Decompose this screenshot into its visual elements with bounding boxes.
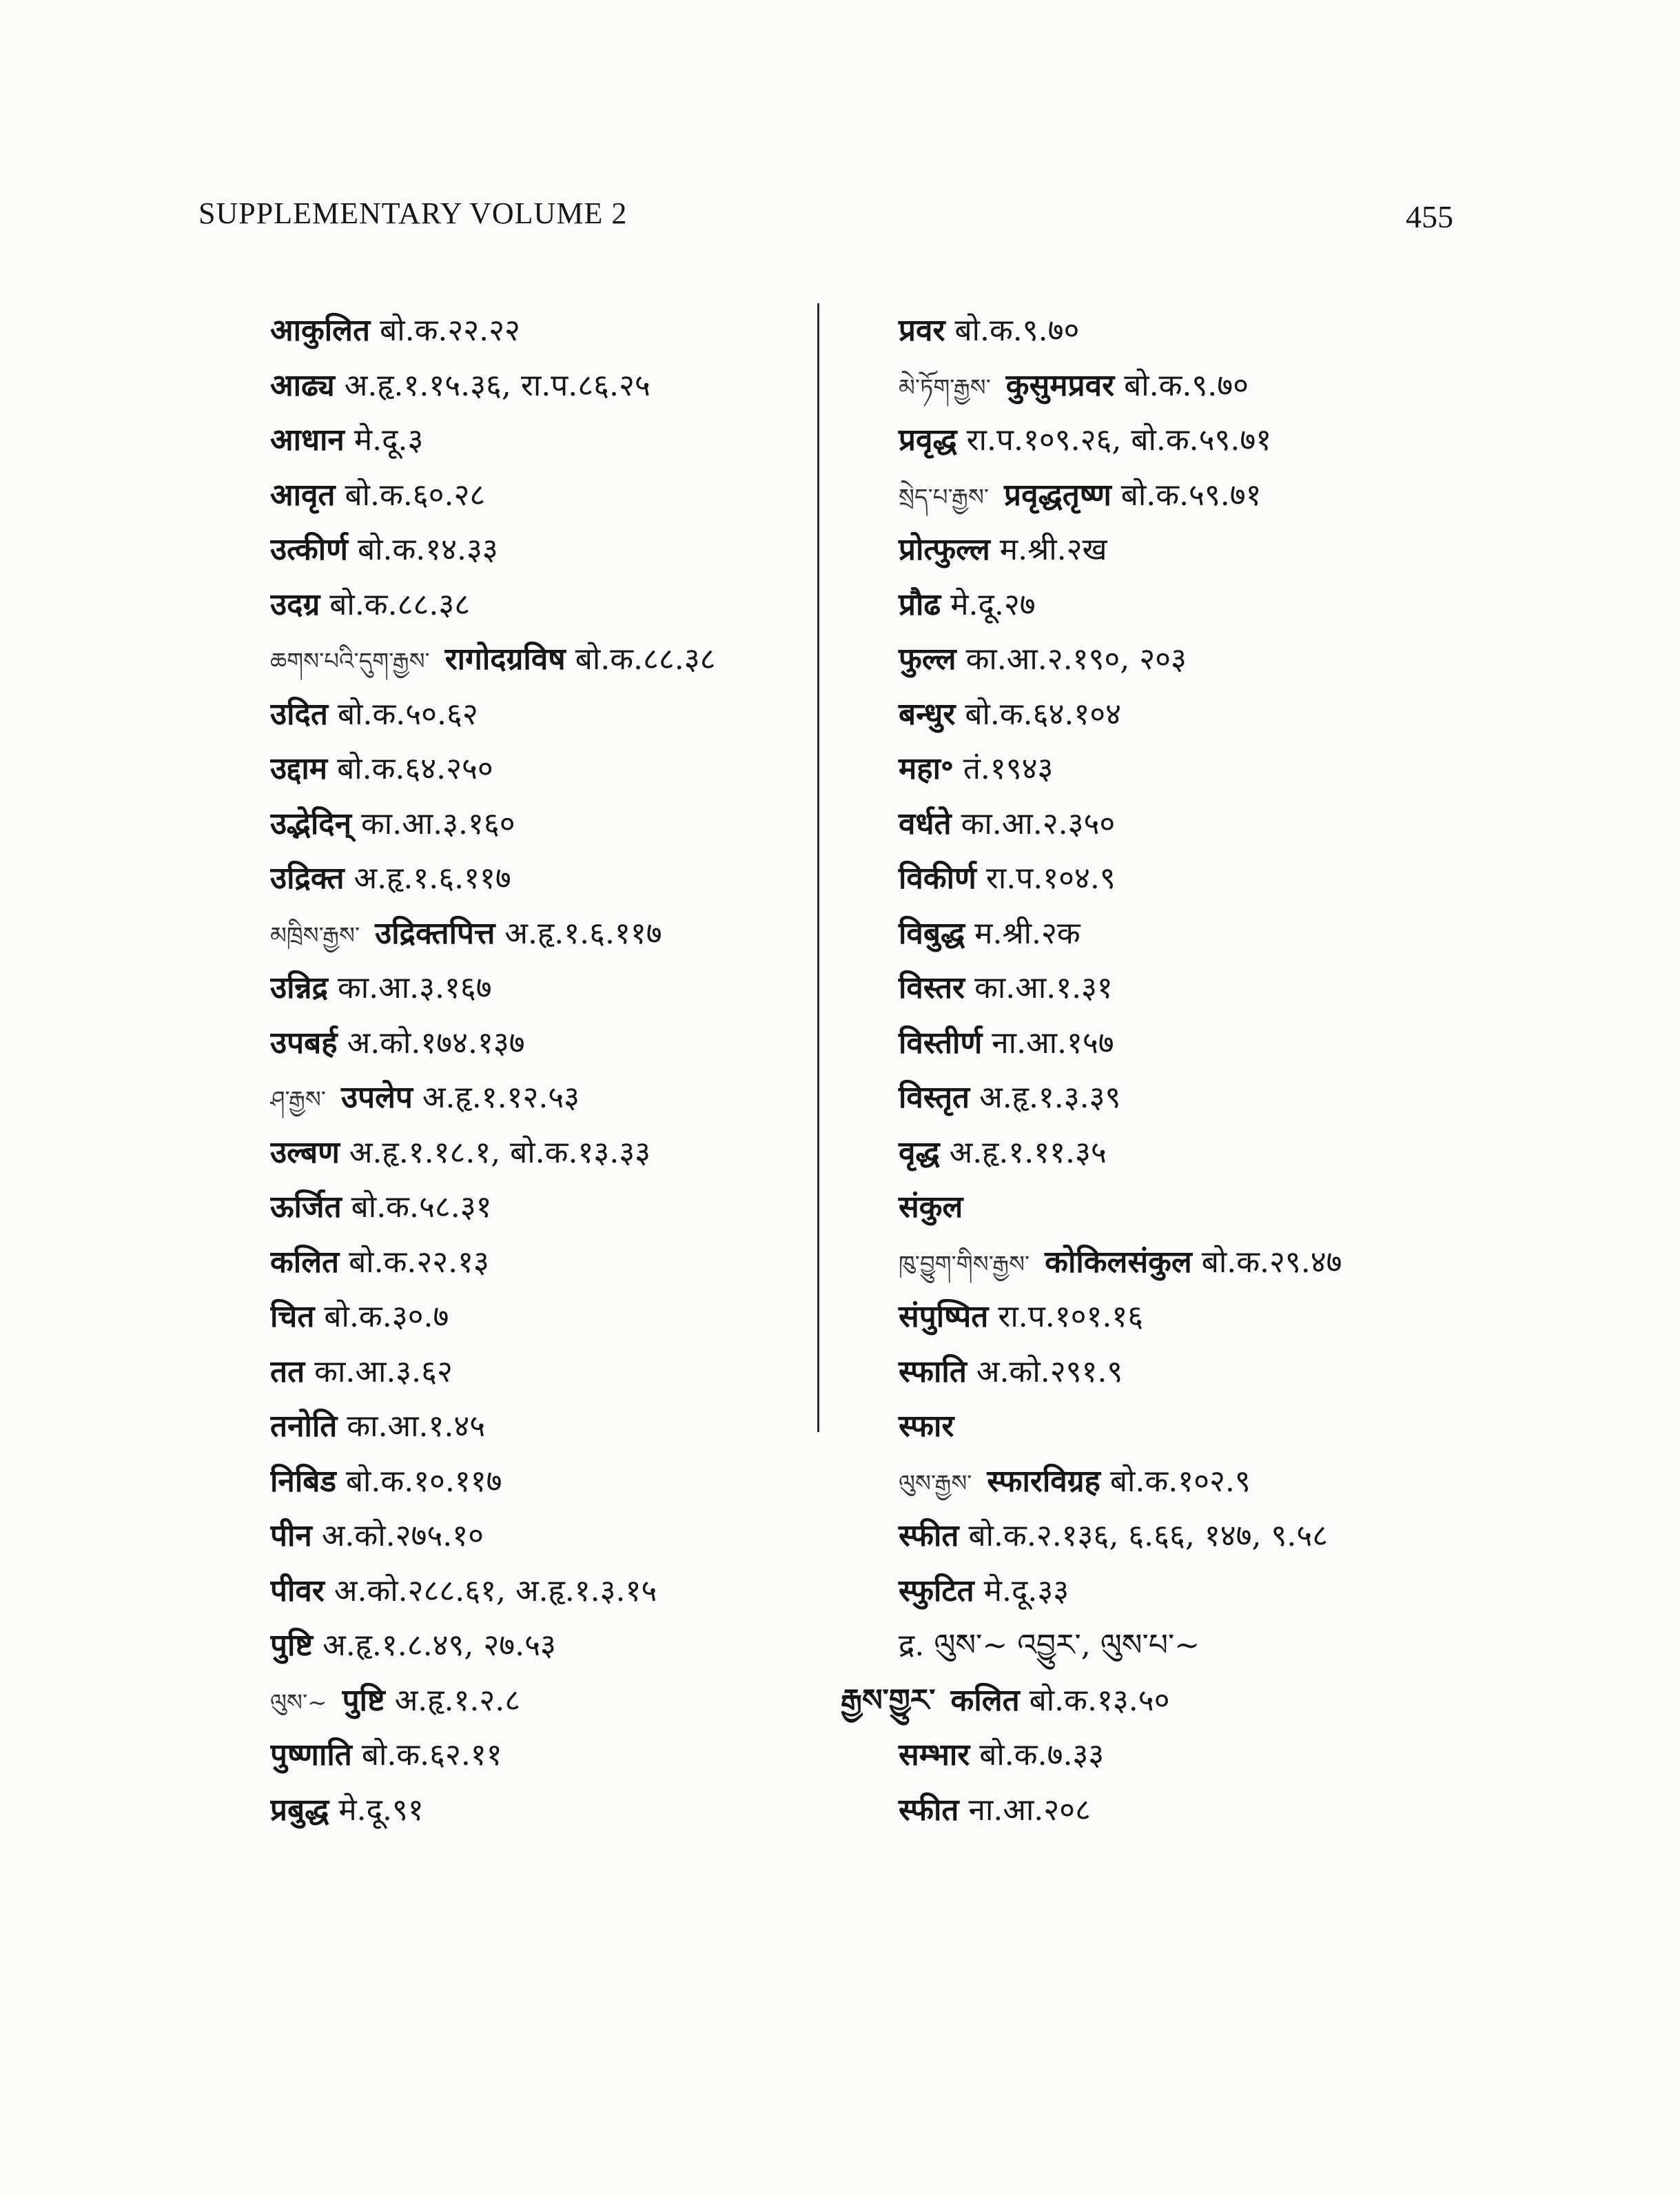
- dictionary-entry: [841, 468, 1530, 523]
- reference: बो.क.६४.१०४: [965, 696, 1122, 732]
- dictionary-entry: [270, 851, 808, 906]
- dictionary-entry: [841, 413, 1530, 468]
- dictionary-entry: [270, 413, 808, 468]
- tibetan-prefix: མཁྲིས་རྒྱས་: [270, 921, 360, 950]
- headword: पीवर: [270, 1573, 325, 1608]
- headword: पीन: [270, 1518, 312, 1553]
- tibetan-prefix: སྲེད་པ་རྒྱས་: [899, 483, 990, 511]
- dictionary-entry: [841, 1454, 1530, 1509]
- reference: तं.१९४३: [963, 751, 1054, 786]
- dictionary-entry: [841, 303, 1530, 358]
- reference: का.आ.३.१६७: [337, 970, 492, 1005]
- reference: रा.प.१०९.२६, बो.क.५९.७१: [966, 422, 1272, 458]
- reference: बो.क.५९.७१: [1120, 477, 1262, 513]
- dictionary-entry: [841, 687, 1530, 742]
- tibetan-prefix: ལུས་རྒྱས་: [899, 1469, 972, 1498]
- reference: अ.हृ.१.१२.५३: [422, 1080, 580, 1115]
- headword: संपुष्पित: [899, 1299, 989, 1334]
- dictionary-entry: [841, 522, 1530, 578]
- reference: का.आ.३.६२: [314, 1353, 453, 1389]
- headword: फुल्ल: [899, 642, 956, 677]
- headword: निबिड: [270, 1463, 336, 1499]
- headword: उत्कीर्ण: [270, 532, 348, 567]
- headword: स्फाति: [899, 1353, 967, 1389]
- reference: बो.क.२.१३६, ६.६६, १४७, ९.५८: [968, 1518, 1329, 1553]
- headword: उद्रिक्त: [270, 861, 345, 896]
- headword: आवृत: [270, 477, 336, 513]
- reference: बो.क.२२.२२: [380, 313, 520, 348]
- dictionary-entry: [270, 797, 808, 852]
- headword: पुष्णाति: [270, 1737, 352, 1772]
- reference: बो.क.१०२.९: [1109, 1463, 1251, 1499]
- dictionary-entry: [270, 1728, 808, 1783]
- dictionary-entry: [270, 906, 808, 961]
- reference: बो.क.५०.६२: [337, 696, 478, 732]
- tibetan-prefix: ཤ་རྒྱས་: [270, 1086, 326, 1114]
- reference: ना.आ.२०८: [968, 1792, 1091, 1828]
- dictionary-entry: [270, 961, 808, 1016]
- running-header: SUPPLEMENTARY VOLUME 2: [198, 196, 628, 230]
- headword: वर्धते: [899, 806, 952, 841]
- headword: महा॰: [899, 751, 954, 786]
- reference: म.श्री.२क: [974, 915, 1080, 951]
- headword: आढ्य: [270, 367, 335, 403]
- headword: प्रवर: [899, 313, 945, 348]
- headword: प्रवृद्धतृष्ण: [1004, 477, 1112, 513]
- reference: बो.क.६४.२५०: [337, 751, 493, 786]
- headword: उल्बण: [270, 1134, 340, 1170]
- headword: प्रौढ: [899, 586, 941, 622]
- reference: बो.क.९.७०: [954, 313, 1080, 348]
- reference: अ.हृ.१.११.३५: [949, 1134, 1107, 1170]
- headword: संकुल: [899, 1189, 963, 1225]
- dictionary-entry: [841, 961, 1530, 1016]
- reference: का.आ.२.१९०, २०३: [965, 642, 1187, 677]
- reference: का.आ.१.४५: [347, 1409, 486, 1444]
- right-column: [841, 303, 1530, 1837]
- dictionary-entry: [841, 1235, 1530, 1290]
- reference: रा.प.१०१.१६: [998, 1299, 1144, 1334]
- dictionary-entry: [841, 1618, 1530, 1673]
- headword: उपलेप: [340, 1080, 413, 1115]
- headword: प्रबुद्ध: [270, 1792, 329, 1828]
- reference: का.आ.१.३१: [974, 970, 1113, 1005]
- dictionary-entry: [270, 687, 808, 742]
- headword: तत: [270, 1353, 305, 1389]
- headword: रागोदग्रविष: [444, 642, 566, 677]
- reference: बो.क.८८.३८: [329, 586, 471, 622]
- headword: वृद्ध: [899, 1134, 940, 1170]
- dictionary-entry: [270, 1564, 808, 1619]
- dictionary-entry: [270, 1235, 808, 1290]
- reference: का.आ.२.३५०: [961, 806, 1116, 841]
- headword: स्फीत: [899, 1792, 959, 1828]
- headword: उन्निद्र: [270, 970, 328, 1005]
- dictionary-entry: [270, 1345, 808, 1400]
- headword: आधान: [270, 422, 345, 458]
- dictionary-entry: [270, 1180, 808, 1235]
- dictionary-entry: [270, 522, 808, 578]
- headword: स्फीत: [899, 1518, 959, 1553]
- tibetan-prefix: ཆགས་པའི་དུག་རྒྱས་: [270, 648, 430, 675]
- dictionary-entry: [270, 1399, 808, 1454]
- headword: विस्तृत: [899, 1080, 970, 1115]
- reference: अ.हृ.१.६.११७: [504, 915, 662, 951]
- column-divider: [817, 303, 819, 1432]
- headword: उदग्र: [270, 586, 320, 622]
- dictionary-entry: [841, 906, 1530, 961]
- dictionary-entry: [270, 1454, 808, 1509]
- dictionary-entry: [270, 358, 808, 413]
- reference: अ.हृ.१.६.११७: [354, 861, 511, 896]
- dictionary-entry: [841, 1180, 1530, 1235]
- dictionary-entry: [841, 797, 1530, 852]
- dictionary-entry: [841, 1289, 1530, 1345]
- dictionary-entry: [841, 1564, 1530, 1619]
- tibetan-prefix: མེ་ཏོག་རྒྱས་: [899, 374, 991, 402]
- reference: अ.हृ.१.८.४९, २७.५३: [322, 1628, 556, 1663]
- dictionary-entry: [841, 1070, 1530, 1125]
- tibetan-prefix: ཁུ་བྱུག་གིས་རྒྱས་: [899, 1250, 1030, 1278]
- reference: अ.हृ.१.१८.१, बो.क.१३.३३: [349, 1134, 651, 1170]
- dictionary-entry: [841, 1345, 1530, 1400]
- reference: का.आ.३.१६०: [361, 806, 515, 841]
- reference: मे.दू.९१: [338, 1792, 424, 1828]
- reference: द्र. ལུས་~ འབྱུར་, ལུས་པ་~: [899, 1628, 1200, 1663]
- reference: बो.क.२९.४७: [1201, 1244, 1342, 1280]
- reference: अ.हृ.१.३.३९: [979, 1080, 1121, 1115]
- headword: उद्भेदिन्: [270, 806, 352, 841]
- reference: मे.दू.२७: [950, 586, 1036, 622]
- dictionary-entry: [841, 1125, 1530, 1181]
- headword: बन्धुर: [899, 696, 956, 732]
- dictionary-entry: [841, 1728, 1530, 1783]
- headword: उपबर्ह: [270, 1025, 338, 1061]
- headword: उदित: [270, 696, 328, 732]
- dictionary-entry: [270, 578, 808, 633]
- reference: अ.को.२८८.६१, अ.हृ.१.३.१५: [334, 1573, 657, 1608]
- reference: मे.दू.३३: [983, 1573, 1069, 1608]
- dictionary-entry: [270, 1289, 808, 1345]
- headword: कलित: [950, 1682, 1020, 1718]
- dictionary-entry: [841, 742, 1530, 797]
- dictionary-entry: [841, 1673, 1530, 1728]
- reference: अ.हृ.१.१५.३६, रा.प.८६.२५: [344, 367, 651, 403]
- headword: उद्रिक्तपित्त: [375, 915, 495, 951]
- dictionary-entry: [841, 1399, 1530, 1454]
- dictionary-entry: [270, 303, 808, 358]
- headword: उद्दाम: [270, 751, 328, 786]
- reference: मे.दू.३: [354, 422, 424, 458]
- headword: पुष्टि: [270, 1628, 314, 1663]
- headword: प्रोत्फुल्ल: [899, 532, 990, 567]
- tibetan-prefix: ལུས་~: [270, 1688, 327, 1717]
- headword: कुसुमप्रवर: [1005, 367, 1115, 403]
- headword: स्फारविग्रह: [987, 1463, 1100, 1499]
- left-column: [270, 303, 808, 1837]
- reference: अ.को.१७४.१३७: [347, 1025, 525, 1061]
- dictionary-entry: [270, 742, 808, 797]
- reference: बो.क.८८.३८: [575, 642, 716, 677]
- reference: ना.आ.१५७: [992, 1025, 1114, 1061]
- headword: चित: [270, 1299, 315, 1334]
- dictionary-entry: [270, 1070, 808, 1125]
- dictionary-entry: [841, 1509, 1530, 1564]
- dictionary-entry: [270, 632, 808, 687]
- dictionary-entry: [270, 1016, 808, 1071]
- reference: रा.प.१०४.९: [985, 861, 1116, 896]
- dictionary-entry: [270, 468, 808, 523]
- headword: सम्भार: [899, 1737, 970, 1772]
- headword: तनोति: [270, 1409, 338, 1444]
- dictionary-entry: [270, 1618, 808, 1673]
- reference: बो.क.६२.११: [361, 1737, 502, 1772]
- reference: अ.को.२९१.९: [976, 1353, 1123, 1389]
- headword: विकीर्ण: [899, 861, 976, 896]
- reference: बो.क.७.३३: [979, 1737, 1105, 1772]
- tibetan-prefix: རྒྱས་གྱུར་: [841, 1682, 936, 1718]
- reference: बो.क.६०.२८: [345, 477, 486, 513]
- dictionary-entry: [841, 358, 1530, 413]
- headword: पुष्टि: [342, 1682, 385, 1718]
- headword: स्फार: [899, 1409, 954, 1444]
- dictionary-entry: [841, 1783, 1530, 1838]
- reference: बो.क.५८.३१: [351, 1189, 492, 1225]
- reference: बो.क.१०.११७: [345, 1463, 502, 1499]
- reference: अ.को.२७५.१०: [321, 1518, 484, 1553]
- reference: अ.हृ.१.२.८: [394, 1682, 521, 1718]
- reference: बो.क.२२.१३: [349, 1244, 489, 1280]
- headword: स्फुटित: [899, 1573, 974, 1608]
- headword: आकुलित: [270, 313, 371, 348]
- reference: बो.क.३०.७: [324, 1299, 449, 1334]
- reference: म.श्री.२ख: [999, 532, 1107, 567]
- headword: ऊर्जित: [270, 1189, 342, 1225]
- dictionary-entry: [841, 851, 1530, 906]
- dictionary-entry: [841, 578, 1530, 633]
- headword: कलित: [270, 1244, 340, 1280]
- headword: विस्तीर्ण: [899, 1025, 983, 1061]
- dictionary-entry: [270, 1509, 808, 1564]
- headword: प्रवृद्ध: [899, 422, 957, 458]
- dictionary-entry: [270, 1783, 808, 1838]
- headword: विस्तर: [899, 970, 965, 1005]
- dictionary-entry: [270, 1673, 808, 1728]
- dictionary-entry: [841, 632, 1530, 687]
- page-number: 455: [1406, 199, 1453, 234]
- reference: बो.क.१३.५०: [1029, 1682, 1170, 1718]
- reference: बो.क.९.७०: [1124, 367, 1249, 403]
- dictionary-entry: [270, 1125, 808, 1181]
- headword: विबुद्ध: [899, 915, 965, 951]
- headword: कोकिलसंकुल: [1045, 1244, 1192, 1280]
- dictionary-entry: [841, 1016, 1530, 1071]
- reference: बो.क.१४.३३: [358, 532, 498, 567]
